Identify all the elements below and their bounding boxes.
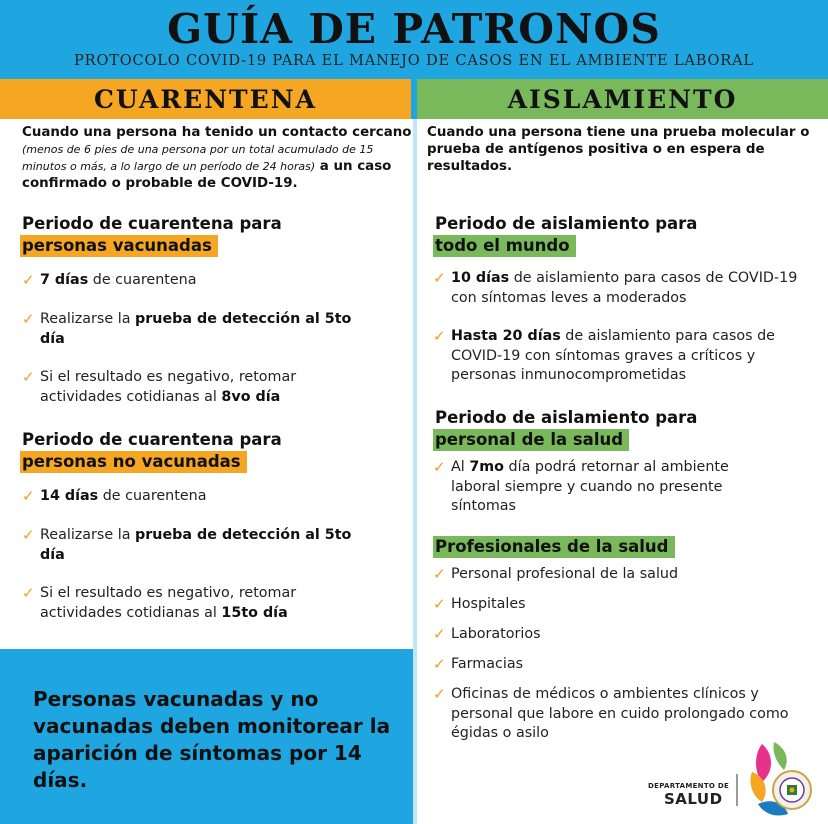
logo-text-small: DEPARTAMENTO DE [648,782,730,790]
list-item [431,269,811,308]
checkmark-icon: ✓ [433,565,446,583]
section-title-highlight: Profesionales de la salud [433,536,675,558]
monitoring-note: Personas vacunadas y no vacunadas deben monitorear la aparición de síntomas por 14 días. [33,687,391,792]
no-vacunadas-section-title [20,429,282,473]
page-subtitle: PROTOCOLO COVID-19 PARA EL MANEJO DE CASOS EN EL AMBIENTE LABORAL [74,52,754,69]
checkmark-icon: ✓ [433,327,446,345]
list-item [20,271,400,291]
list-item [431,685,816,744]
header [0,0,828,76]
page-title: GUÍA DE PATRONOS [167,5,661,53]
seal-center [790,788,795,793]
todo-el-mundo-section-title [433,213,697,257]
item-text: Si el resultado es negativo, retomar actividades cotidianas al [40,585,297,621]
item-text: Hospitales [451,596,526,612]
intro-text-b: a un caso confirmado o probable de COVID-19. [22,159,392,191]
item-bold: 8vo día [221,388,281,405]
checkmark-icon: ✓ [433,269,446,287]
item-bold: prueba de detección al 5to día [40,311,352,347]
item-bold: 7mo [469,459,504,475]
checkmark-icon: ✓ [433,595,446,613]
section-title-line1: Periodo de aislamiento para [435,214,698,233]
item-text: de aislamiento para casos de COVID-19 con síntomas graves a críticos y personas inmunocomprometidas [451,328,775,383]
section-title-highlight: todo el mundo [433,235,576,257]
checkmark-icon: ✓ [22,487,35,505]
checkmark-icon: ✓ [22,271,35,289]
section-title-highlight: personas no vacunadas [20,451,247,473]
intro-text-a: Cuando una persona ha tenido un contacto cercano [22,125,412,140]
item-bold: 10 días [451,270,510,286]
item-bold: 7 días [40,272,89,288]
checkmark-icon: ✓ [433,685,446,703]
profesionales-section-title [433,536,675,558]
list-item [431,458,741,517]
item-text: Oficinas de médicos o ambientes clínicos y personal que labore en cuido prolongado como égidas o asilo [451,686,789,741]
item-text: de cuarentena [98,488,207,504]
cuarentena-heading: CUARENTENA [94,85,317,114]
list-item [20,310,380,349]
item-text: Realizarse la [40,311,136,327]
checkmark-icon: ✓ [22,368,35,386]
logo-petal-green [773,742,786,770]
checkmark-icon: ✓ [22,584,35,602]
cuarentena-intro [22,124,414,192]
item-text: Personal profesional de la salud [451,566,679,582]
checkmark-icon: ✓ [433,625,446,643]
section-title-highlight: personal de la salud [433,429,629,451]
seal-icon [744,738,818,818]
item-text: Al [451,459,470,475]
item-text: Si el resultado es negativo, retomar actividades cotidianas al [40,369,297,405]
item-bold: prueba de detección al 5to día [40,527,352,563]
checkmark-icon: ✓ [22,310,35,328]
item-bold: 15to día [221,604,288,621]
aislamiento-column [417,119,828,824]
aislamiento-band [417,79,828,119]
section-title-line1: Periodo de cuarentena para [22,214,282,233]
personal-salud-section-title [433,407,697,451]
item-text: de cuarentena [88,272,197,288]
section-title-highlight: personas vacunadas [20,235,218,257]
departamento-salud-logo [640,738,820,818]
item-bold: 14 días [40,488,99,504]
list-item [431,327,816,386]
item-text: Laboratorios [451,626,541,642]
section-title-line1: Periodo de aislamiento para [435,408,698,427]
intro-text-small: (menos de 6 pies de una persona por un total acumulado de 15 minutos o más, a lo largo de un período de 24 horas) [22,143,374,173]
item-text: de aislamiento para casos de COVID-19 con síntomas leves a moderados [451,270,798,306]
checkmark-icon: ✓ [433,655,446,673]
cuarentena-band [0,79,411,119]
list-item [431,625,816,645]
list-item [20,487,400,507]
logo-divider [736,774,738,806]
item-text: Farmacias [451,656,524,672]
checkmark-icon: ✓ [433,458,446,476]
cuarentena-column [0,119,413,649]
list-item [20,368,350,407]
list-item [431,655,816,675]
item-bold: Hasta 20 días [451,328,561,344]
logo-text-big: SALUD [664,790,723,808]
checkmark-icon: ✓ [22,526,35,544]
item-text: día podrá retornar al ambiente laboral siempre y cuando no presente síntomas [451,459,729,514]
list-item [20,584,350,623]
list-item [20,526,380,565]
item-text: Realizarse la [40,527,136,543]
vacunadas-section-title [20,213,282,257]
section-title-line1: Periodo de cuarentena para [22,430,282,449]
aislamiento-intro: Cuando una persona tiene una prueba molecular o prueba de antígenos positiva o en espera de resultados. [427,125,810,174]
aislamiento-heading: AISLAMIENTO [507,85,738,114]
list-item [431,565,816,585]
list-item [431,595,816,615]
